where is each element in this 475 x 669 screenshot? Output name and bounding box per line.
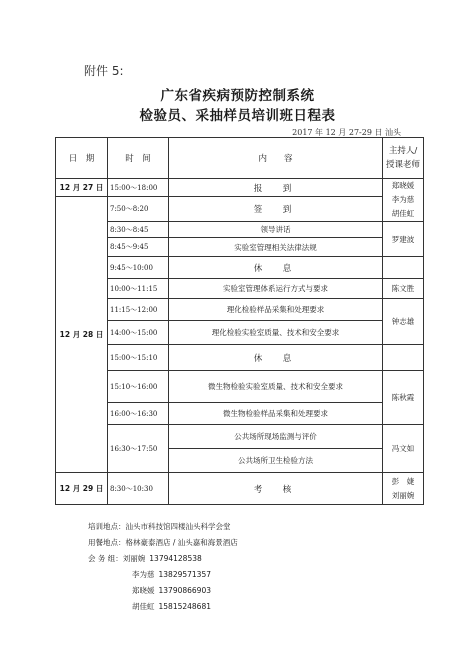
staff-label: 会 务 组： xyxy=(88,554,123,563)
row-time: 7:50～8:20 xyxy=(108,197,169,222)
staff-line xyxy=(88,551,238,567)
staff-line xyxy=(88,583,238,599)
row-content: 领导讲话 xyxy=(169,222,383,238)
host-name: 李为慈 xyxy=(391,195,415,204)
header-content: 内 容 xyxy=(169,138,383,179)
table-row xyxy=(56,321,424,345)
table-row xyxy=(56,403,424,425)
host-cell-5: 陈秋霞 xyxy=(383,371,424,425)
row-time: 9:45～10:00 xyxy=(108,257,169,279)
host-cell-7 xyxy=(383,473,424,505)
staff-phone: 15815248681 xyxy=(158,602,211,611)
row-content: 微生物检验实验室质量、技术和安全要求 xyxy=(169,371,383,403)
table-row xyxy=(56,238,424,257)
table-row xyxy=(56,197,424,222)
staff-line xyxy=(88,567,238,583)
staff-name: 李为慈 xyxy=(132,570,155,579)
row-time: 15:10～16:00 xyxy=(108,371,169,403)
date-dec28: 12 月 28 日 xyxy=(56,197,108,473)
staff-name: 刘丽婉 xyxy=(122,554,146,563)
header-time: 时 间 xyxy=(108,138,169,179)
row-content: 签 到 xyxy=(169,197,383,222)
date-place: 2017 年 12 月 27-29 日 汕头 xyxy=(292,128,401,137)
host-name: 彭 婕 xyxy=(391,476,415,486)
table-header-row xyxy=(56,138,424,179)
host-cell-4: 钟志雄 xyxy=(383,299,424,345)
row-content: 公共场所现场监测与评价 xyxy=(169,425,383,449)
row-time: 8:45～9:45 xyxy=(108,238,169,257)
dining-label: 用餐地点： xyxy=(88,538,126,547)
row-time: 14:00～15:00 xyxy=(108,321,169,345)
host-empty xyxy=(383,345,424,371)
row-time: 16:30～17:50 xyxy=(108,425,169,473)
row-time: 16:00～16:30 xyxy=(108,403,169,425)
row-content: 微生物检验样品采集和处理要求 xyxy=(169,403,383,425)
host-cell-3: 陈文胜 xyxy=(383,279,424,299)
row-content: 理化检验样品采集和处理要求 xyxy=(169,299,383,321)
row-content: 考 核 xyxy=(169,473,383,505)
row-content: 报 到 xyxy=(169,179,383,197)
date-dec29: 12 月 29 日 xyxy=(56,473,108,505)
header-host: 主持人/授课老师 xyxy=(383,138,424,179)
row-time: 11:15～12:00 xyxy=(108,299,169,321)
row-content: 理化检验实验室质量、技术和安全要求 xyxy=(169,321,383,345)
host-cell-2: 罗建波 xyxy=(383,222,424,257)
row-time: 15:00～18:00 xyxy=(108,179,169,197)
row-time: 8:30～10:30 xyxy=(108,473,169,505)
row-time: 10:00～11:15 xyxy=(108,279,169,299)
date-dec27: 12 月 27 日 xyxy=(56,179,108,197)
staff-phone: 13790866903 xyxy=(158,586,211,595)
document-subtitle: 检验员、采抽样员培训班日程表 xyxy=(139,108,336,124)
venue-line xyxy=(88,519,238,535)
table-row xyxy=(56,371,424,403)
table-row xyxy=(56,222,424,238)
footer-info xyxy=(88,519,238,615)
table-row xyxy=(56,299,424,321)
staff-line xyxy=(88,599,238,615)
host-name: 胡佳虹 xyxy=(391,209,415,218)
staff-name: 胡佳虹 xyxy=(132,602,155,611)
host-name: 刘丽婉 xyxy=(391,490,415,500)
row-time: 15:00～15:10 xyxy=(108,345,169,371)
venue-value: 汕头市科技馆四楼汕头科学会堂 xyxy=(125,522,231,531)
header-date: 日 期 xyxy=(56,138,108,179)
host-cell-6: 冯文如 xyxy=(383,425,424,473)
host-empty xyxy=(383,257,424,279)
table-row xyxy=(56,425,424,449)
table-row xyxy=(56,179,424,197)
row-content: 公共场所卫生检验方法 xyxy=(169,449,383,473)
staff-name: 郑晓媛 xyxy=(132,586,155,595)
dining-line xyxy=(88,535,238,551)
row-content: 实验室管理体系运行方式与要求 xyxy=(169,279,383,299)
table-row xyxy=(56,257,424,279)
schedule-table xyxy=(55,137,424,505)
staff-phone: 13829571357 xyxy=(158,570,211,579)
table-row xyxy=(56,345,424,371)
table-row xyxy=(56,279,424,299)
host-cell-1 xyxy=(383,179,424,222)
row-time: 8:30～8:45 xyxy=(108,222,169,238)
row-content: 休 息 xyxy=(169,257,383,279)
venue-label: 培训地点： xyxy=(88,522,126,531)
host-name: 郑晓媛 xyxy=(391,181,415,190)
dining-value: 格林豪泰酒店 / 汕头嘉和海景酒店 xyxy=(125,538,238,547)
document-title: 广东省疾病预防控制系统 xyxy=(160,88,315,104)
attachment-label: 附件 5: xyxy=(84,64,124,78)
staff-phone: 13794128538 xyxy=(149,554,202,563)
table-row xyxy=(56,473,424,505)
row-content: 实验室管理相关法律法规 xyxy=(169,238,383,257)
row-content: 休 息 xyxy=(169,345,383,371)
